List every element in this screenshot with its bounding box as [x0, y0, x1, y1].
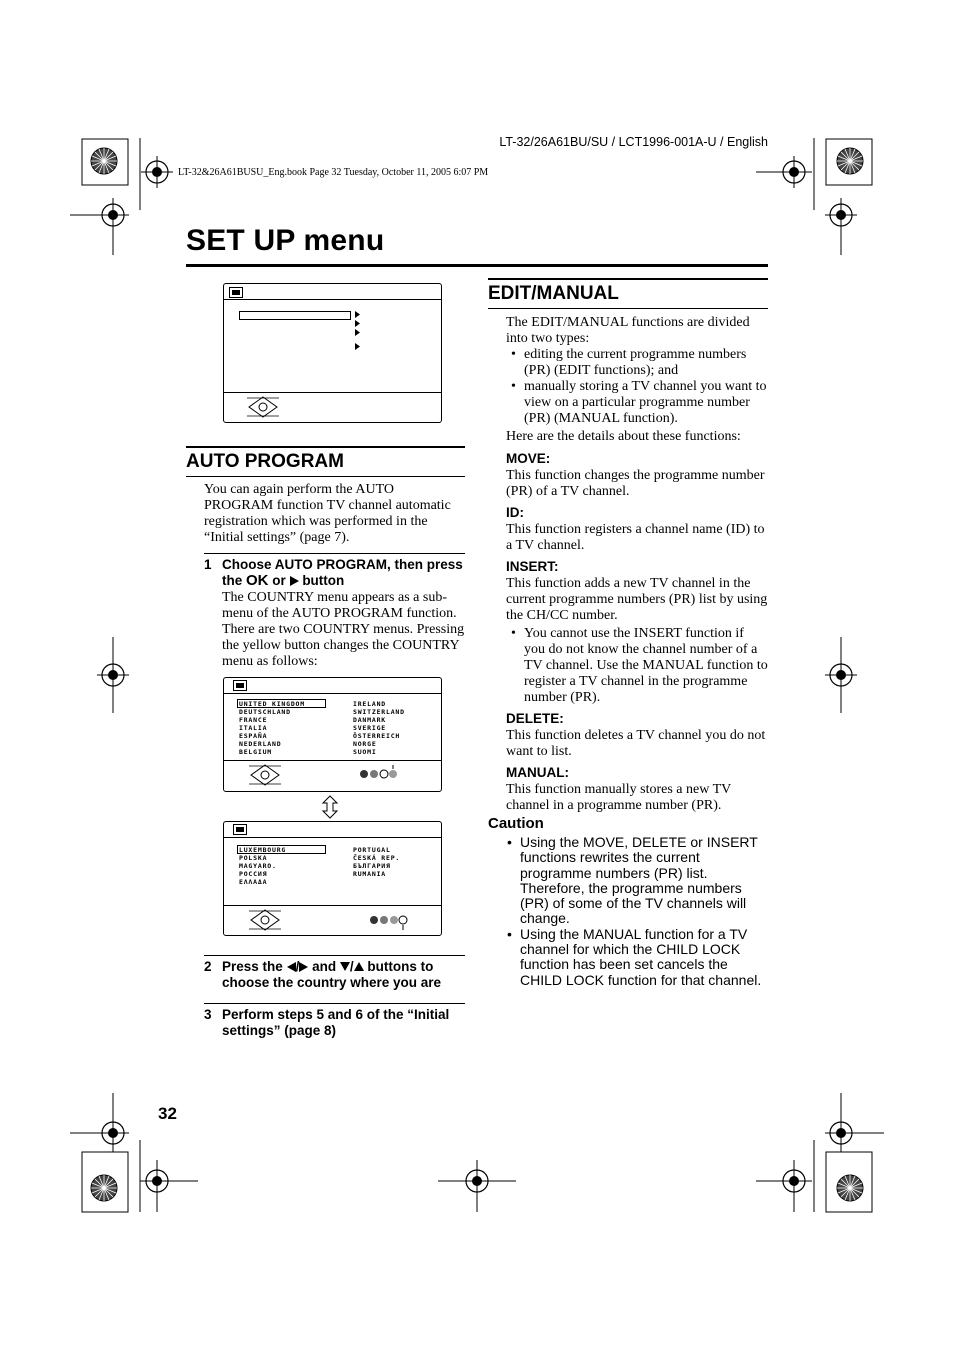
country-list-right-2 — [353, 846, 400, 878]
country-item: BELGIUM — [239, 748, 272, 756]
edit-manual-rule-top — [488, 278, 768, 280]
caution-bullet: • Using the MANUAL function for a TV channel for which the CHILD LOCK function has been set cancels the CHILD LOCK function for that channel. — [502, 927, 772, 988]
edit-manual-bullet: • editing the current programme numbers (PR) (EDIT functions); and — [506, 347, 768, 379]
navigation-pad-icon — [248, 764, 282, 786]
navigation-pad-icon — [246, 396, 280, 418]
triangle-up-icon — [354, 962, 364, 972]
country-item: IRELAND — [353, 700, 386, 708]
step2-rule — [204, 955, 465, 956]
country-item: SUOMI — [353, 748, 377, 756]
move-body: This function changes the programme number (PR) of a TV channel. — [506, 468, 765, 499]
step3-number: 3 — [204, 1007, 212, 1022]
country-list-right-1 — [353, 700, 405, 756]
setup-menu-icon — [229, 287, 243, 298]
insert-bullet: • You cannot use the INSERT function if you do not know the channel number of a TV channel. Use the MANUAL function to register a TV channel in the programme number (PR). — [506, 626, 768, 706]
caution-heading: Caution — [488, 815, 544, 832]
navigation-pad-icon — [248, 909, 282, 931]
caution-list — [502, 835, 772, 988]
country-item: ITALIA — [239, 724, 268, 732]
double-arrow-icon — [321, 795, 339, 819]
country-item: ÖSTERREICH — [353, 732, 401, 740]
insert-body: This function adds a new TV channel in the current programme numbers (PR) list by using the CH/CC number. — [506, 576, 768, 623]
step1-title — [204, 557, 466, 589]
country-item: FRANCE — [239, 716, 268, 724]
triangle-right-icon — [299, 962, 308, 972]
triangle-right-icon — [355, 311, 361, 351]
triangle-left-icon — [287, 962, 296, 972]
country-item: SVERIGE — [353, 724, 386, 732]
delete-body: This function deletes a TV channel you do not want to list. — [506, 728, 766, 759]
country-item: NORGE — [353, 740, 377, 748]
step3-rule — [204, 1003, 465, 1004]
edit-manual-heading: EDIT/MANUAL — [488, 283, 619, 304]
page-number: 32 — [158, 1104, 177, 1123]
menu-highlight-bar — [239, 311, 351, 320]
auto-program-rule-bottom — [186, 476, 465, 477]
step1-rule — [204, 553, 465, 554]
insert-heading: INSERT: — [506, 559, 559, 574]
step3-text: Perform steps 5 and 6 of the “Initial settings” (page 8) — [222, 1007, 450, 1038]
step1-title-b: or — [272, 573, 286, 588]
triangle-right-icon — [290, 576, 299, 586]
country-item: UNITED KINGDOM — [239, 700, 305, 708]
step2-title-b: and — [312, 959, 337, 974]
move-heading: MOVE: — [506, 451, 551, 466]
step2-number: 2 — [204, 959, 212, 974]
country-item: ČESKÁ REP. — [353, 854, 401, 862]
country-item: SWITZERLAND — [353, 708, 405, 716]
step1-title-c: button — [302, 573, 345, 588]
step1-title-a: Choose AUTO PROGRAM, then press the — [222, 557, 463, 588]
edit-manual-body — [506, 315, 768, 814]
page-title: SET UP menu — [186, 224, 385, 257]
country-item: ESPAÑA — [239, 732, 268, 740]
ok-button-label: OK — [246, 572, 269, 589]
id-body: This function registers a channel name (ID) to a TV channel. — [506, 522, 765, 553]
registration-burst-icon — [91, 148, 117, 174]
country-item: MAGYARO. — [239, 862, 277, 870]
country-item: PORTUGAL — [353, 846, 391, 854]
color-buttons-icon — [358, 764, 398, 784]
model-code: LT-32/26A61BU/SU / LCT1996-001A-U / English — [499, 135, 768, 149]
delete-heading: DELETE: — [506, 711, 564, 726]
setup-menu-icon — [233, 680, 247, 691]
auto-program-heading: AUTO PROGRAM — [186, 451, 344, 472]
color-buttons-icon — [368, 909, 408, 931]
manual-body: This function manually stores a new TV channel in a programme number (PR). — [506, 782, 731, 813]
caution-bullet: • Using the MOVE, DELETE or INSERT functions rewrites the current programme numbers (PR) list. Therefore, the programme numbers (PR) of some of the TV channels will change. — [502, 835, 772, 927]
country-item: POLSKA — [239, 854, 268, 862]
id-heading: ID: — [506, 505, 524, 520]
country-menu-screen-2 — [223, 821, 442, 936]
country-list-left-2 — [239, 846, 286, 886]
edit-manual-bullet: • manually storing a TV channel you want to view on a particular programme number (PR) (MANUAL function). — [506, 379, 768, 427]
country-item: NEDERLAND — [239, 740, 282, 748]
setup-menu-screen — [223, 283, 442, 423]
country-item: РОССИЯ — [239, 870, 268, 878]
step2-title: 2 Press the / and / buttons to choose the country where you are — [204, 959, 442, 990]
step1-body: The COUNTRY menu appears as a sub-menu of the AUTO PROGRAM function. There are two COUNTRY menus. Pressing the yellow button changes the COUNTRY menu as follows: — [222, 590, 465, 669]
manual-heading: MANUAL: — [506, 765, 569, 780]
edit-manual-rule-bottom — [488, 308, 768, 309]
country-item: LUXEMBOURG — [239, 846, 287, 854]
country-list-left-1 — [239, 700, 305, 756]
step2-title-a: Press the — [222, 959, 283, 974]
title-rule — [186, 264, 768, 267]
book-line: LT-32&26A61BUSU_Eng.book Page 32 Tuesday, October 11, 2005 6:07 PM — [178, 167, 489, 178]
country-item: ΕΛΛΑΔΑ — [239, 878, 268, 886]
country-item: БЪЛГАРИЯ — [353, 862, 391, 870]
country-item: DANMARK — [353, 716, 386, 724]
edit-manual-intro: The EDIT/MANUAL functions are divided into two types: — [506, 315, 750, 346]
country-item: RUMANIA — [353, 870, 386, 878]
step1-number: 1 — [204, 557, 212, 572]
step2-title-c: buttons to choose the country where you are — [222, 959, 442, 990]
auto-program-rule-top — [186, 446, 465, 448]
country-item: DEUTSCHLAND — [239, 708, 291, 716]
auto-program-intro: You can again perform the AUTO PROGRAM function TV channel automatic registration which was performed in the “Initial settings” (page 7). — [204, 482, 451, 545]
setup-menu-icon — [233, 824, 247, 835]
details-line: Here are the details about these functions: — [506, 429, 741, 444]
triangle-down-icon — [340, 962, 350, 972]
step3-title — [204, 1007, 466, 1039]
country-menu-screen-1 — [223, 677, 442, 792]
